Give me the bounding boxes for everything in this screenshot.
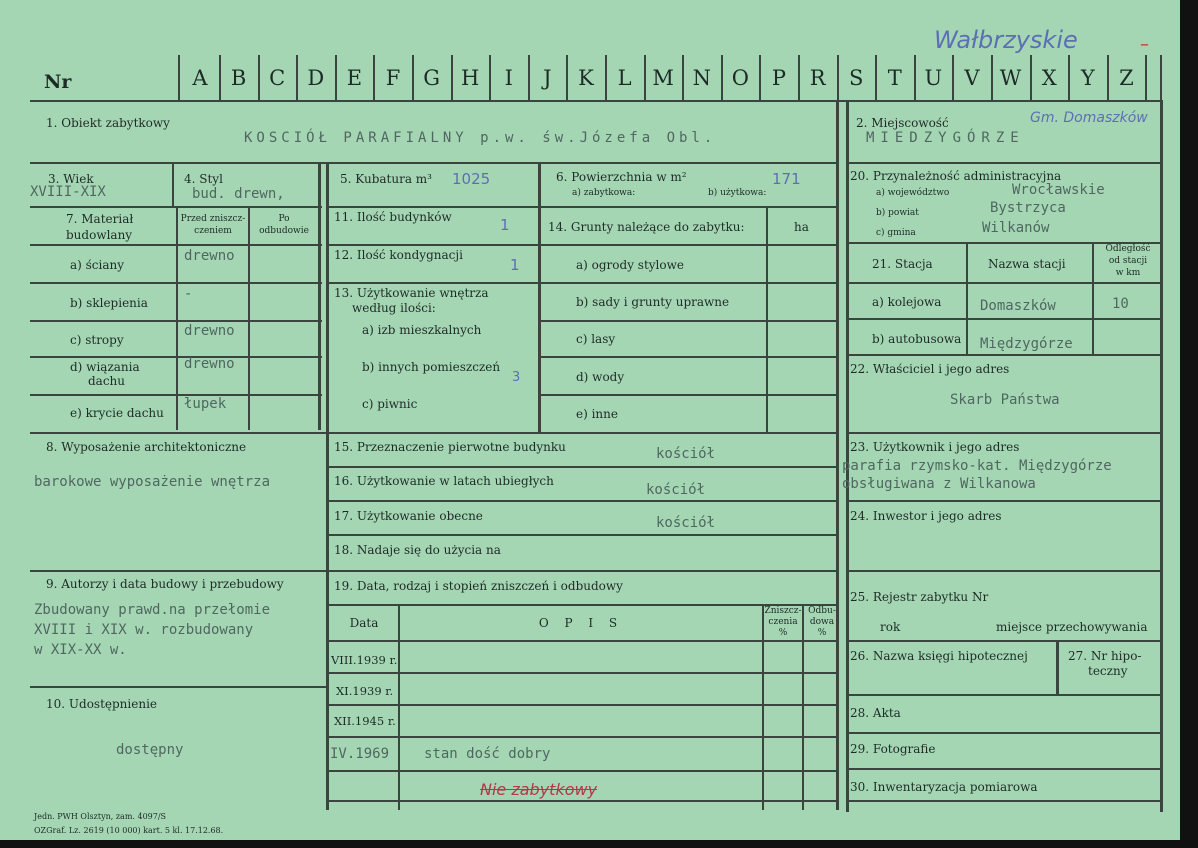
f25-label: 25. Rejestr zabytku Nr: [850, 590, 989, 604]
grid-line: [846, 162, 1160, 164]
grid-line: [846, 432, 1160, 434]
f13-label2: według ilości:: [352, 301, 436, 315]
f7-row-label: a) ściany: [70, 258, 125, 272]
grid-line: [846, 282, 1160, 284]
f19-date-2: XI.1939 r.: [336, 684, 394, 698]
f13-b-value: 3: [512, 370, 521, 385]
f19-col-o1: Odbu-: [808, 606, 836, 616]
grid-line: [30, 282, 322, 284]
f19-col-o3: %: [817, 628, 827, 638]
grid-line: [326, 244, 538, 246]
footer-line2: OZGraf. Lz. 2619 (10 000) kart. 5 kl. 17.12.68.: [34, 826, 224, 835]
grid-line: [326, 704, 838, 706]
f18-label: 18. Nadaje się do użycia na: [334, 543, 501, 557]
grid-line: [172, 162, 174, 206]
grid-line: [30, 394, 322, 396]
f19-col-z1: Zniszcz-: [764, 606, 802, 616]
f20-c: c) gmina: [876, 228, 916, 238]
f17-label: 17. Użytkowanie obecne: [334, 509, 483, 523]
index-letter-l: L: [617, 66, 632, 90]
f19-opis-4: stan dość dobry: [424, 746, 551, 762]
index-letter-r: R: [809, 66, 826, 90]
grid-line: [30, 686, 328, 688]
grid-line: [30, 162, 838, 164]
f19-handwritten: Nie zabytkowy: [480, 780, 598, 799]
index-letter-t: T: [887, 66, 902, 90]
f1-value: KOSCIÓŁ PARAFIALNY p.w. św.Józefa Obl.: [244, 130, 717, 146]
grid-line: [846, 694, 1160, 696]
f21-col1: Nazwa stacji: [988, 257, 1066, 271]
grid-line: [1160, 55, 1162, 100]
f6-a: a) zabytkowa:: [572, 188, 636, 198]
index-letter-m: M: [652, 66, 674, 90]
grid-line: [1056, 640, 1059, 696]
f19-col-data: Data: [349, 616, 379, 630]
grid-line: [326, 162, 329, 810]
f10-label: 10. Udostępnienie: [46, 697, 158, 711]
f21-a-km: 10: [1112, 296, 1129, 312]
grid-line: [326, 770, 838, 772]
grid-line: [538, 162, 541, 432]
index-letter-o: O: [731, 66, 749, 90]
f7-label: 7. Materiał: [66, 212, 134, 226]
grid-line: [846, 570, 1160, 572]
grid-line: [326, 570, 838, 572]
f7-col1: Przed zniszcz-: [180, 214, 246, 224]
grid-line: [326, 672, 838, 674]
f13-c: c) piwnic: [362, 397, 418, 411]
f5-value: 1025: [452, 170, 491, 188]
index-letter-f: F: [385, 66, 401, 90]
grid-line: [176, 206, 178, 430]
f13-label: 13. Użytkowanie wnętrza: [334, 286, 489, 300]
f22-value: Skarb Państwa: [950, 392, 1060, 408]
f7-row-value: drewno: [184, 248, 235, 264]
f12-label: 12. Ilość kondygnacji: [334, 248, 463, 262]
f16-label: 16. Użytkowanie w latach ubiegłych: [334, 474, 554, 488]
f7-row-label2: dachu: [88, 374, 126, 388]
index-letter-v: V: [964, 66, 980, 90]
grid-line: [836, 162, 839, 432]
f7-col1b: czeniem: [194, 226, 232, 236]
f19-date-1: VIII.1939 r.: [331, 653, 398, 667]
f13-b: b) innych pomieszczeń: [362, 360, 501, 374]
grid-line: [846, 732, 1160, 734]
index-letter-b: B: [230, 66, 247, 90]
f4-label: 4. Styl: [184, 172, 223, 186]
grid-line: [846, 318, 1160, 320]
f7-row-label: b) sklepienia: [70, 296, 148, 310]
f20-a-value: Wrocławskie: [1012, 182, 1105, 198]
f19-col-opis: O P I S: [538, 616, 624, 630]
f7-col2: Po: [278, 214, 290, 224]
scan-edge: [1180, 0, 1198, 848]
grid-line: [318, 162, 321, 430]
f14-unit: ha: [794, 220, 809, 234]
grid-line: [30, 356, 322, 358]
f22-label: 22. Właściciel i jego adres: [850, 362, 1010, 376]
index-letter-h: H: [461, 66, 480, 90]
f4-value: bud. drewn,: [192, 186, 285, 202]
f5-label: 5. Kubatura m³: [340, 172, 432, 186]
f2-handwritten: Gm. Domaszków: [1030, 110, 1148, 126]
f10-value: dostępny: [116, 742, 184, 758]
f14-a: a) ogrody stylowe: [576, 258, 684, 272]
f30-label: 30. Inwentaryzacja pomiarowa: [850, 780, 1038, 794]
f14-d: d) wody: [576, 370, 625, 384]
f2-value: MIEDZYGÓRZE: [866, 130, 1025, 146]
f15-value: kościół: [656, 446, 716, 462]
index-letter-g: G: [423, 66, 440, 90]
index-letter-x: X: [1041, 66, 1057, 90]
grid-line: [326, 640, 838, 642]
f23-value2: obsługiwana z Wilkanowa: [842, 476, 1036, 492]
f7-row-value: drewno: [184, 356, 235, 372]
f14-e: e) inne: [576, 407, 618, 421]
grid-line: [30, 570, 328, 572]
grid-line: [30, 244, 322, 246]
grid-line: [326, 534, 838, 536]
f15-label: 15. Przeznaczenie pierwotne budynku: [334, 440, 566, 454]
f7-row-label: e) krycie dachu: [70, 406, 164, 420]
f7-row-label: c) stropy: [70, 333, 124, 347]
index-letter-a: A: [192, 66, 208, 90]
f21-col2: Odległość: [1105, 244, 1151, 254]
index-letter-j: J: [543, 66, 552, 90]
f14-c: c) lasy: [576, 332, 616, 346]
f2-label: 2. Miejscowość: [856, 116, 949, 130]
f8-value: barokowe wyposażenie wnętrza: [34, 474, 271, 490]
index-letter-s: S: [848, 66, 864, 90]
f25-rok: rok: [880, 620, 901, 634]
red-mark: –: [1140, 34, 1149, 55]
grid-line: [540, 244, 838, 246]
f3-value: XVIII-XIX: [30, 184, 106, 200]
f19-label: 19. Data, rodzaj i stopień zniszczeń i odbudowy: [334, 579, 623, 593]
scan-edge-bottom: [0, 840, 1198, 848]
f25-miejsce: miejsce przechowywania: [996, 620, 1148, 634]
grid-line: [326, 282, 538, 284]
f19-col-z3: %: [778, 628, 788, 638]
grid-line: [966, 242, 968, 354]
index-letter-c: C: [269, 66, 286, 90]
grid-line: [766, 206, 768, 432]
nr-label: Nr: [44, 71, 72, 93]
index-letter-y: Y: [1080, 66, 1095, 90]
f6-label: 6. Powierzchnia w m²: [556, 170, 687, 184]
grid-line: [30, 100, 1160, 102]
grid-line: [540, 320, 838, 322]
f9-line3: w XIX-XX w.: [34, 642, 127, 658]
f21-b-name: Międzygórze: [980, 336, 1073, 352]
index-letter-w: W: [999, 66, 1022, 90]
f7-row-value: łupek: [184, 396, 227, 412]
f29-label: 29. Fotografie: [850, 742, 936, 756]
f8-label: 8. Wyposażenie architektoniczne: [46, 440, 247, 454]
grid-line: [846, 100, 849, 812]
f21-label: 21. Stacja: [872, 257, 933, 271]
grid-line: [326, 500, 838, 502]
footer-line1: Jedn. PWH Olsztyn, zam. 4097/S: [34, 812, 167, 821]
f6-value: 171: [772, 170, 801, 188]
f17-value: kościół: [656, 515, 716, 531]
f20-b-value: Bystrzyca: [990, 200, 1066, 216]
f27-label: 27. Nr hipo-: [1068, 649, 1142, 663]
f9-line1: Zbudowany prawd.na przełomie: [34, 602, 271, 618]
f9-line2: XVIII i XIX w. rozbudowany: [34, 622, 254, 638]
f20-b: b) powiat: [876, 208, 919, 218]
f7-row-label: d) wiązania: [70, 360, 140, 374]
f16-value: kościół: [646, 482, 706, 498]
f7-row-value: -: [184, 286, 193, 302]
f26-label: 26. Nazwa księgi hipotecznej: [850, 649, 1028, 663]
f7-row-value: drewno: [184, 323, 235, 339]
f7-col2b: odbudowie: [259, 226, 309, 236]
grid-line: [1160, 100, 1163, 812]
f9-label: 9. Autorzy i data budowy i przebudowy: [46, 577, 284, 591]
f20-label: 20. Przynależność administracyjna: [850, 169, 1062, 183]
f20-a: a) województwo: [876, 188, 950, 198]
f27-label2: teczny: [1088, 664, 1128, 678]
f19-col-z2: czenia: [768, 617, 798, 627]
f7-label2: budowlany: [66, 228, 133, 242]
grid-line: [326, 736, 838, 738]
index-letter-n: N: [692, 66, 711, 90]
f3-label: 3. Wiek: [48, 172, 94, 186]
grid-line: [846, 500, 1160, 502]
grid-line: [248, 206, 250, 430]
index-letter-d: D: [307, 66, 325, 90]
index-letter-u: U: [924, 66, 943, 90]
grid-line: [846, 640, 1160, 642]
f21-b: b) autobusowa: [872, 332, 962, 346]
f28-label: 28. Akta: [850, 706, 901, 720]
index-letter-k: K: [578, 66, 594, 90]
f19-col-o2: dowa: [809, 617, 835, 627]
f21-a: a) kolejowa: [872, 295, 942, 309]
f13-a: a) izb mieszkalnych: [362, 323, 482, 337]
grid-line: [398, 604, 400, 810]
grid-line: [846, 800, 1160, 802]
handwritten-region-note: Wałbrzyskie: [934, 26, 1078, 54]
f21-a-name: Domaszków: [980, 298, 1056, 314]
f21-col2c: w km: [1115, 268, 1141, 278]
index-letter-p: P: [771, 66, 787, 90]
f11-label: 11. Ilość budynków: [334, 210, 452, 224]
grid-line: [326, 206, 838, 208]
f23-value1: parafia rzymsko-kat. Międzygórze: [842, 458, 1112, 474]
f23-label: 23. Użytkownik i jego adres: [850, 440, 1020, 454]
f24-label: 24. Inwestor i jego adres: [850, 509, 1002, 523]
index-letter-z: Z: [1119, 66, 1134, 90]
index-letter-i: I: [504, 66, 513, 90]
grid-line: [540, 282, 838, 284]
grid-line: [30, 432, 838, 434]
f21-col2b: od stacji: [1108, 256, 1148, 266]
f19-date-4: IV.1969: [330, 746, 390, 762]
f14-label: 14. Grunty należące do zabytku:: [548, 220, 745, 234]
f11-value: 1: [500, 216, 510, 234]
f12-value: 1: [510, 256, 520, 274]
f6-b: b) użytkowa:: [708, 188, 767, 198]
index-letter-e: E: [346, 66, 363, 90]
f19-date-3: XII.1945 r.: [334, 714, 396, 728]
letter-separator: [1145, 55, 1147, 100]
f14-b: b) sady i grunty uprawne: [576, 295, 730, 309]
grid-line: [178, 55, 180, 100]
grid-line: [326, 466, 838, 468]
grid-line: [540, 394, 838, 396]
grid-line: [540, 356, 838, 358]
grid-line: [30, 320, 322, 322]
f1-label: 1. Obiekt zabytkowy: [46, 116, 170, 130]
grid-line: [326, 800, 838, 802]
grid-line: [836, 432, 839, 570]
grid-line: [846, 768, 1160, 770]
f20-c-value: Wilkanów: [982, 220, 1050, 236]
grid-line: [846, 354, 1160, 356]
